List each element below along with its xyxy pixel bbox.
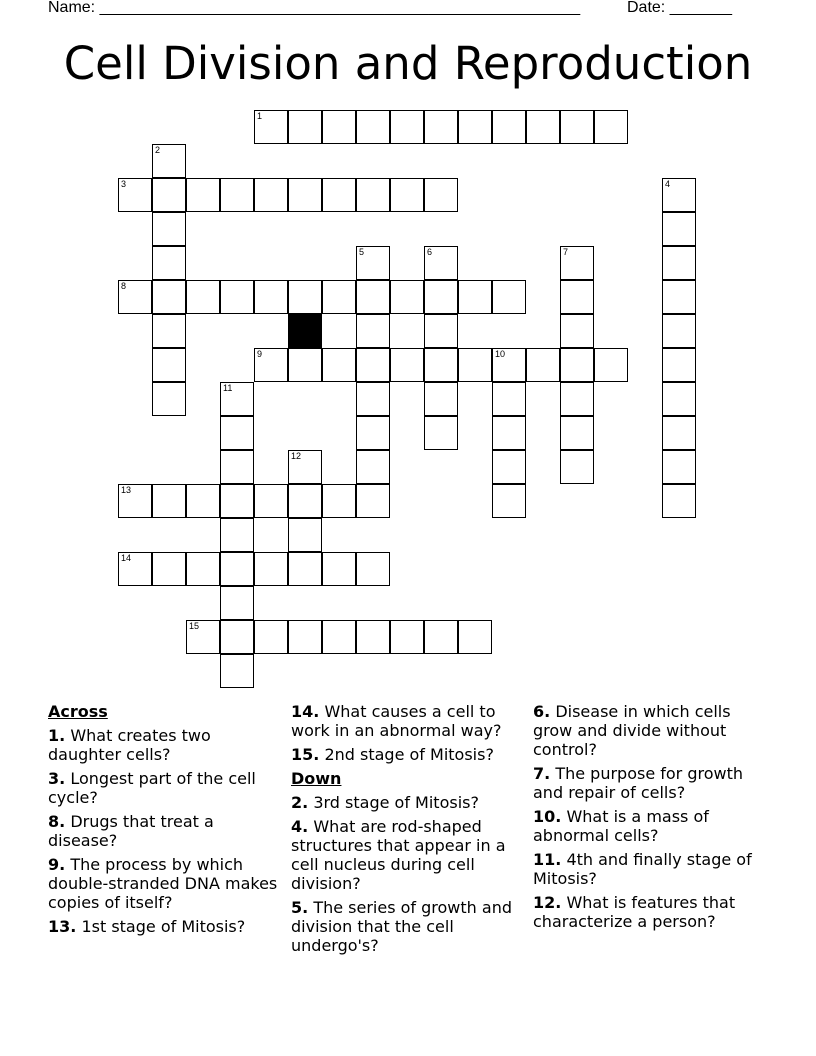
grid-cell[interactable] xyxy=(356,450,390,484)
grid-cell[interactable] xyxy=(152,484,186,518)
grid-cell[interactable] xyxy=(220,416,254,450)
grid-cell[interactable] xyxy=(424,280,458,314)
grid-cell[interactable] xyxy=(356,314,390,348)
grid-cell[interactable] xyxy=(254,620,288,654)
grid-cell[interactable] xyxy=(356,348,390,382)
grid-cell[interactable] xyxy=(288,178,322,212)
grid-cell[interactable] xyxy=(492,416,526,450)
across-heading: Across xyxy=(48,702,108,721)
grid-cell[interactable] xyxy=(254,552,288,586)
grid-cell[interactable] xyxy=(356,382,390,416)
clue-across-1: 1. What creates two daughter cells? xyxy=(48,726,211,764)
clue-across-15: 15. 2nd stage of Mitosis? xyxy=(291,745,494,764)
grid-cell[interactable] xyxy=(288,280,322,314)
clue-number: 7 xyxy=(563,247,569,257)
grid-cell[interactable] xyxy=(288,518,322,552)
grid-cell[interactable] xyxy=(152,178,186,212)
grid-cell[interactable] xyxy=(390,348,424,382)
clue-number: 9 xyxy=(257,349,263,359)
grid-cell[interactable] xyxy=(390,110,424,144)
grid-cell[interactable] xyxy=(220,552,254,586)
down-heading: Down xyxy=(291,769,342,788)
page-title: Cell Division and Reproduction xyxy=(63,37,753,90)
grid-cell[interactable] xyxy=(390,280,424,314)
grid-cell[interactable] xyxy=(492,348,526,382)
grid-cell[interactable] xyxy=(152,382,186,416)
grid-cell[interactable] xyxy=(322,110,356,144)
grid-cell[interactable] xyxy=(118,552,152,586)
grid-cell[interactable] xyxy=(594,110,628,144)
clue-down-7: 7. The purpose for growth and repair of cells? xyxy=(533,764,743,802)
clue-number: 3 xyxy=(121,179,127,189)
grid-cell[interactable] xyxy=(322,484,356,518)
grid-cell[interactable] xyxy=(492,110,526,144)
grid-cell[interactable] xyxy=(220,382,254,416)
grid-cell[interactable] xyxy=(560,348,594,382)
grid-cell[interactable] xyxy=(220,178,254,212)
clue-number: 11 xyxy=(223,383,233,393)
grid-cell[interactable] xyxy=(662,348,696,382)
grid-cell[interactable] xyxy=(118,484,152,518)
grid-cell[interactable] xyxy=(220,280,254,314)
clue-number: 2 xyxy=(155,145,161,155)
grid-cell[interactable] xyxy=(220,450,254,484)
grid-cell[interactable] xyxy=(186,620,220,654)
grid-cell[interactable] xyxy=(152,280,186,314)
grid-cell[interactable] xyxy=(186,178,220,212)
grid-cell[interactable] xyxy=(254,348,288,382)
grid-cell[interactable] xyxy=(186,484,220,518)
clue-across-3: 3. Longest part of the cell cycle? xyxy=(48,769,256,807)
grid-cell[interactable] xyxy=(356,178,390,212)
grid-cell[interactable] xyxy=(560,280,594,314)
grid-cell[interactable] xyxy=(254,484,288,518)
grid-cell[interactable] xyxy=(560,416,594,450)
grid-cell[interactable] xyxy=(118,178,152,212)
grid-cell[interactable] xyxy=(152,144,186,178)
grid-cell[interactable] xyxy=(492,484,526,518)
grid-cell[interactable] xyxy=(356,620,390,654)
clue-across-9: 9. The process by which double-stranded DNA makes copies of itself? xyxy=(48,855,278,912)
grid-cell[interactable] xyxy=(186,280,220,314)
grid-cell[interactable] xyxy=(220,654,254,688)
clue-across-13: 13. 1st stage of Mitosis? xyxy=(48,917,246,936)
grid-cell[interactable] xyxy=(288,110,322,144)
grid-cell[interactable] xyxy=(254,178,288,212)
grid-cell[interactable] xyxy=(152,552,186,586)
grid-cell[interactable] xyxy=(424,620,458,654)
clue-number: 5 xyxy=(359,247,365,257)
clue-down-5: 5. The series of growth and division that the cell undergo's? xyxy=(291,898,512,955)
grid-cell[interactable] xyxy=(322,348,356,382)
grid-cell[interactable] xyxy=(662,212,696,246)
clue-number: 12 xyxy=(291,451,302,461)
grid-cell[interactable] xyxy=(220,484,254,518)
grid-cell[interactable] xyxy=(356,484,390,518)
grid-cell[interactable] xyxy=(662,246,696,280)
grid-cell[interactable] xyxy=(424,416,458,450)
clue-down-10: 10. What is a mass of abnormal cells? xyxy=(533,807,709,845)
grid-cell[interactable] xyxy=(458,620,492,654)
grid-cell[interactable] xyxy=(322,178,356,212)
grid-cell[interactable] xyxy=(220,518,254,552)
grid-cell[interactable] xyxy=(424,178,458,212)
clue-column-2 xyxy=(291,702,531,960)
grid-cell[interactable] xyxy=(560,110,594,144)
clue-number: 15 xyxy=(189,621,200,631)
grid-cell[interactable] xyxy=(322,620,356,654)
grid-cell[interactable] xyxy=(356,110,390,144)
grid-cell[interactable] xyxy=(560,314,594,348)
grid-cell[interactable] xyxy=(356,246,390,280)
grid-cell[interactable] xyxy=(390,178,424,212)
grid-cell[interactable] xyxy=(288,620,322,654)
grid-cell[interactable] xyxy=(662,416,696,450)
clue-across-8: 8. Drugs that treat a disease? xyxy=(48,812,214,850)
grid-cell[interactable] xyxy=(220,620,254,654)
grid-cell[interactable] xyxy=(492,450,526,484)
grid-cell[interactable] xyxy=(390,620,424,654)
clue-across-14: 14. What causes a cell to work in an abnormal way? xyxy=(291,702,502,740)
clue-down-6: 6. Disease in which cells grow and divide without control? xyxy=(533,702,731,759)
clue-number: 1 xyxy=(257,111,263,121)
grid-cell[interactable] xyxy=(152,348,186,382)
grid-cell[interactable] xyxy=(458,280,492,314)
clue-number: 8 xyxy=(121,281,127,291)
clue-down-12: 12. What is features that characterize a person? xyxy=(533,893,736,931)
grid-cell[interactable] xyxy=(118,280,152,314)
grid-cell[interactable] xyxy=(152,246,186,280)
grid-cell[interactable] xyxy=(288,484,322,518)
clue-down-4: 4. What are rod-shaped structures that appear in a cell nucleus during cell division? xyxy=(291,817,506,893)
grid-cell[interactable] xyxy=(458,348,492,382)
clue-number: 13 xyxy=(121,485,132,495)
clue-down-2: 2. 3rd stage of Mitosis? xyxy=(291,793,479,812)
grid-cell[interactable] xyxy=(424,348,458,382)
grid-cell[interactable] xyxy=(424,314,458,348)
grid-cell[interactable] xyxy=(662,382,696,416)
grid-cell[interactable] xyxy=(662,314,696,348)
grid-cell[interactable] xyxy=(492,280,526,314)
grid-cell[interactable] xyxy=(492,382,526,416)
grid-cell[interactable] xyxy=(560,450,594,484)
grid-cell[interactable] xyxy=(662,280,696,314)
clue-number: 14 xyxy=(121,553,132,563)
grid-cell[interactable] xyxy=(254,280,288,314)
grid-cell[interactable] xyxy=(560,382,594,416)
grid-cell[interactable] xyxy=(458,110,492,144)
grid-cell[interactable] xyxy=(424,246,458,280)
grid-cell[interactable] xyxy=(424,110,458,144)
grid-cell[interactable] xyxy=(662,178,696,212)
grid-cell[interactable] xyxy=(356,552,390,586)
grid-cell[interactable] xyxy=(254,110,288,144)
date-field-label: Date: _______ xyxy=(627,0,732,16)
grid-cell[interactable] xyxy=(186,552,220,586)
grid-cell[interactable] xyxy=(662,484,696,518)
grid-cell[interactable] xyxy=(152,212,186,246)
grid-cell[interactable] xyxy=(322,280,356,314)
grid-cell[interactable] xyxy=(560,246,594,280)
grid-cell[interactable] xyxy=(152,314,186,348)
grid-cell[interactable] xyxy=(220,586,254,620)
grid-cell[interactable] xyxy=(356,280,390,314)
grid-cell[interactable] xyxy=(288,348,322,382)
grid-cell[interactable] xyxy=(594,348,628,382)
grid-cell[interactable] xyxy=(662,450,696,484)
grid-cell[interactable] xyxy=(424,382,458,416)
clue-number: 4 xyxy=(665,179,671,189)
grid-cell[interactable] xyxy=(526,348,560,382)
grid-cell[interactable] xyxy=(356,416,390,450)
grid-cell[interactable] xyxy=(288,450,322,484)
clue-column-3 xyxy=(533,702,773,936)
grid-cell[interactable] xyxy=(288,552,322,586)
clue-number: 6 xyxy=(427,247,433,257)
black-square xyxy=(288,314,322,348)
clue-down-11: 11. 4th and finally stage of Mitosis? xyxy=(533,850,752,888)
grid-cell[interactable] xyxy=(526,110,560,144)
clue-number: 10 xyxy=(495,349,506,359)
clue-column-1 xyxy=(48,702,288,941)
name-field-label: Name: ______________________________________________________ xyxy=(48,0,581,16)
grid-cell[interactable] xyxy=(322,552,356,586)
